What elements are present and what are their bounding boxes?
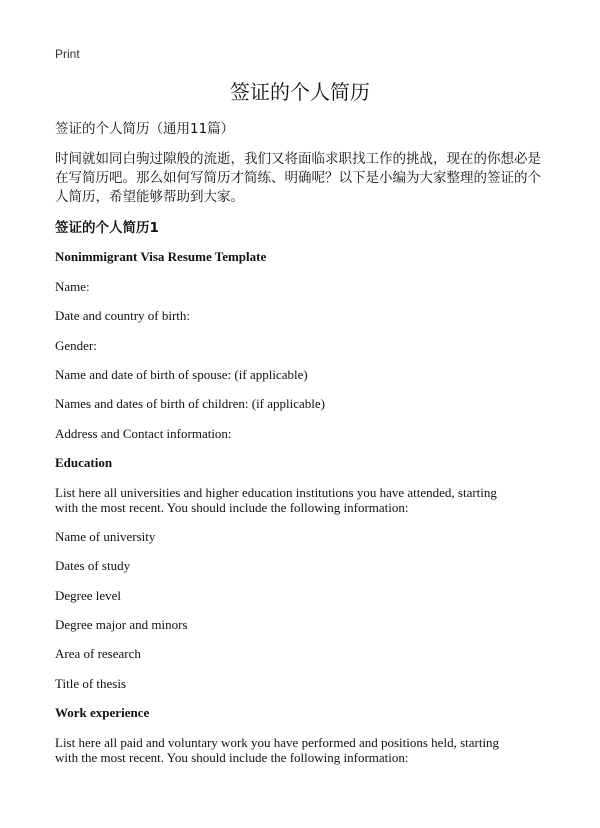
work-desc-line: List here all paid and voluntary work you have performed and positions held, starting xyxy=(55,735,500,750)
intro-paragraph xyxy=(55,150,550,207)
print-link[interactable]: Print xyxy=(55,47,80,61)
intro-line: 在写简历吧。那么如何写简历才简练、明确呢？以下是小编为大家整理的签证的个 xyxy=(55,170,541,186)
education-item-degree-level: Degree level xyxy=(55,588,122,603)
work-desc-line: with the most recent. You should include the following information: xyxy=(55,750,409,765)
page-title: 签证的个人简历 xyxy=(230,80,370,104)
education-heading: Education xyxy=(55,455,113,470)
education-item-university: Name of university xyxy=(55,529,156,544)
education-item-research: Area of research xyxy=(55,646,141,661)
work-heading: Work experience xyxy=(55,705,150,720)
education-description xyxy=(55,485,535,515)
intro-line: 时间就如同白驹过隙般的流逝，我们又将面临求职找工作的挑战，现在的你想必是 xyxy=(55,151,541,167)
education-desc-line: List here all universities and higher education institutions you have attended, starting xyxy=(55,485,497,500)
field-date-country-birth: Date and country of birth: xyxy=(55,308,191,323)
work-description xyxy=(55,735,535,765)
education-item-major-minors: Degree major and minors xyxy=(55,617,188,632)
field-spouse: Name and date of birth of spouse: (if applicable) xyxy=(55,367,308,382)
template-title: Nonimmigrant Visa Resume Template xyxy=(55,249,267,264)
document-subtitle: 签证的个人简历（通用11篇） xyxy=(55,121,235,137)
field-children: Names and dates of birth of children: (if applicable) xyxy=(55,396,326,411)
education-item-dates: Dates of study xyxy=(55,558,131,573)
education-item-thesis: Title of thesis xyxy=(55,676,127,691)
education-desc-line: with the most recent. You should include the following information: xyxy=(55,500,409,515)
intro-line: 人简历，希望能够帮助到大家。 xyxy=(55,189,244,205)
field-name: Name: xyxy=(55,279,90,294)
field-address: Address and Contact information: xyxy=(55,426,232,441)
field-gender: Gender: xyxy=(55,338,97,353)
section-heading: 签证的个人简历1 xyxy=(55,220,159,236)
